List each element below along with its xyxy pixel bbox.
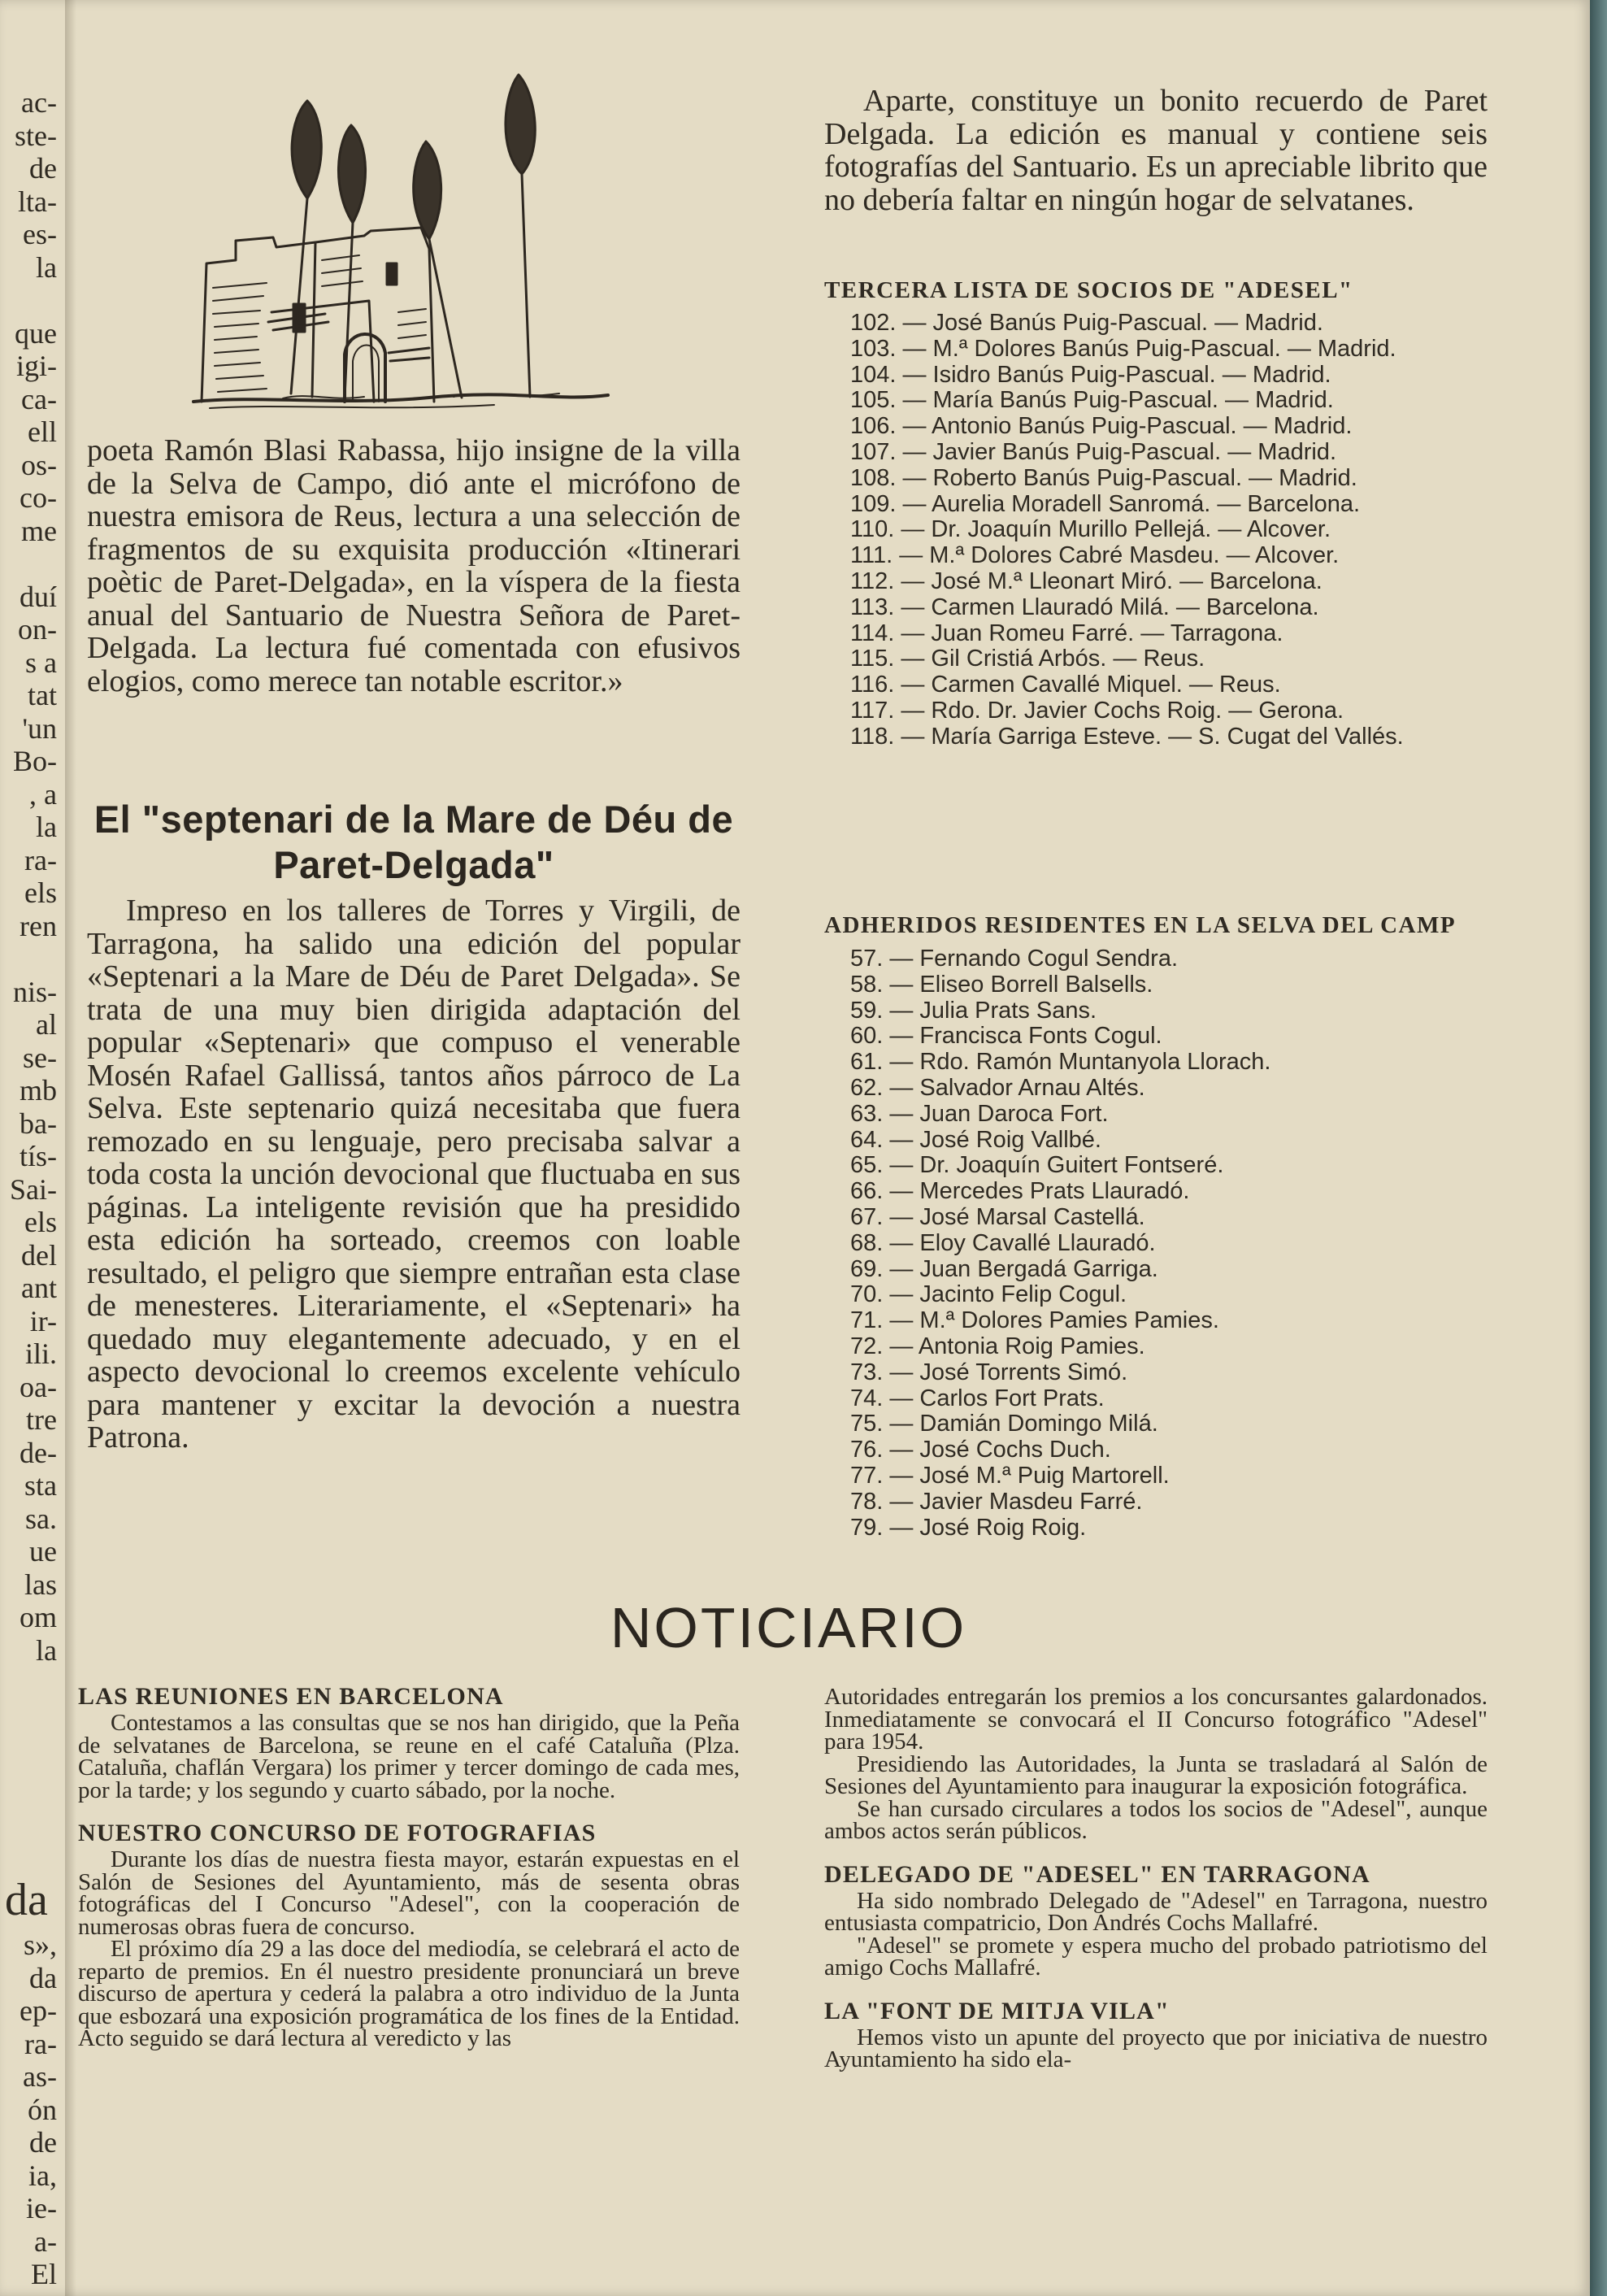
adherido-entry: 58. — Eliseo Borrell Balsells. [850, 971, 1153, 998]
margin-fragment: tís- [19, 1140, 57, 1172]
margin-fragment: ie- [26, 2192, 57, 2224]
adherido-entry: 66. — Mercedes Prats Llauradó. [850, 1178, 1190, 1205]
adherido-entry: 60. — Francisca Fonts Cogul. [850, 1023, 1162, 1050]
socio-entry: 111. — M.ª Dolores Cabré Masdeu. — Alcover. [850, 542, 1340, 569]
adheridos-list-section [824, 911, 1488, 1541]
margin-fragment: , a [29, 777, 57, 811]
adherido-entry: 62. — Salvador Arnau Altés. [850, 1074, 1145, 1101]
margin-fragment: El [31, 2258, 57, 2290]
adherido-entry: 75. — Damián Domingo Milá. [850, 1411, 1158, 1437]
margin-fragment: ue [29, 1535, 57, 1568]
margin-fragment: sa. [25, 1502, 57, 1535]
margin-fragment: s a [25, 646, 57, 679]
socio-entry: 104. — Isidro Banús Puig-Pascual. — Madrid. [850, 361, 1331, 388]
adherido-entry: 67. — José Marsal Castellá. [850, 1203, 1145, 1230]
aparte-text: Aparte, constituye un bonito recuerdo de Paret Delgada. La edición es manual y contiene seis fotografías del Santuario. Es un apreciable librito que no debería faltar en ningún hogar de selvatanes. [824, 84, 1488, 217]
adherido-entry: 70. — Jacinto Felip Cogul. [850, 1281, 1127, 1308]
margin-fragment: ac- [21, 86, 57, 119]
margin-fragment: om [19, 1601, 57, 1633]
margin-fragment: as- [23, 2060, 57, 2093]
right-column [824, 85, 1488, 216]
font-heading: LA "FONT DE MITJA VILA" [824, 1997, 1170, 2024]
margin-fragment: oa- [20, 1370, 57, 1403]
margin-fragment: ili. [24, 1337, 57, 1370]
margin-fragment: tat [28, 679, 57, 711]
margin-fragment: ra- [24, 2027, 57, 2060]
margin-fragment: els [24, 1206, 57, 1238]
concurso-paragraph-1: Durante los días de nuestra fiesta mayor, estarán expuestas en el Salón de Sesiones del Ayuntamiento, más de sesenta obras fotográficas del I Concurso "Adesel", con la cooperación de numerosas obras fuera de concurso. [78, 1846, 740, 1940]
margin-fragment: ir- [29, 1304, 57, 1337]
margin-fragment: que [15, 316, 57, 350]
margin-fragment: nis- [13, 975, 57, 1008]
page-fold-shadow [65, 0, 76, 2296]
socio-entry: 106. — Antonio Banús Puig-Pascual. — Madrid. [850, 413, 1353, 440]
margin-fragment [0, 284, 62, 317]
socios-heading: TERCERA LISTA DE SOCIOS DE "ADESEL" [824, 277, 1353, 303]
margin-fragment: Bo- [13, 745, 57, 777]
margin-fragment: igi- [16, 350, 57, 382]
socio-entry: 109. — Aurelia Moradell Sanromá. — Barcelona. [850, 490, 1361, 517]
noticiario-right-column [824, 1686, 1488, 2072]
adherido-entry: 65. — Dr. Joaquín Guitert Fontseré. [850, 1152, 1224, 1179]
margin-fragment: ste- [15, 119, 57, 152]
socio-entry: 115. — Gil Cristiá Arbós. — Reus. [850, 646, 1205, 672]
reuniones-heading: LAS REUNIONES EN BARCELONA [78, 1683, 504, 1710]
delegado-paragraph-1: Ha sido nombrado Delegado de "Adesel" en Tarragona, nuestro entusiasta compatricio, Don Andrés Cochs Mallafré. [824, 1887, 1488, 1936]
socio-entry: 112. — José M.ª Lleonart Miró. — Barcelona. [850, 567, 1323, 594]
margin-fragment: del [21, 1238, 57, 1272]
concurso-paragraph-2: El próximo día 29 a las doce del mediodía, se celebrará el acto de reparto de premios. En él nuestro presidente pronunciará un breve discurso de apertura y cederá la palabra a otro individuo de la Junta que esbozará una exposición programática de los fines de la Entidad. Acto seguido se dará lectura al veredicto y las [78, 1936, 740, 2051]
adherido-entry: 74. — Carlos Fort Prats. [850, 1385, 1105, 1411]
margin-fragment: on- [18, 613, 57, 646]
delegado-heading: DELEGADO DE "ADESEL" EN TARRAGONA [824, 1860, 1370, 1888]
socio-entry: 116. — Carmen Cavallé Miquel. — Reus. [850, 672, 1281, 698]
margin-fragment: se- [23, 1041, 57, 1074]
socio-entry: 107. — Javier Banús Puig-Pascual. — Madrid. [850, 438, 1336, 465]
margin-fragment: al [36, 1008, 57, 1041]
margin-fragment: ra- [24, 843, 57, 876]
margin-fragment: tre [26, 1403, 57, 1436]
santuario-illustration [185, 68, 624, 418]
margin-fragment [0, 1766, 62, 1799]
margin-fragment: els [24, 876, 57, 909]
noticiario-left-column [78, 1683, 740, 2050]
adherido-entry: 57. — Fernando Cogul Sendra. [850, 946, 1179, 972]
previous-page-margin [0, 0, 62, 2296]
blasi-article-text: poeta Ramón Blasi Rabassa, hijo insigne de la villa de la Selva de Campo, dió ante el micrófono de nuestra emisora de Reus, lectura a una selección de fragmentos de su exquisita producción «Itinerari poètic de Paret-Delgada», en la víspera de la fiesta anual del Santuario de Nuestra Señora de Paret-Delgada. La lectura fué comentada con efusivos elogios, como merece tan notable escritor.» [87, 433, 741, 698]
septenari-section [87, 797, 741, 1455]
margin-fragment: la [36, 1633, 57, 1667]
concurso-continuation: Autoridades entregarán los premios a los concursantes galardonados. Inmediatamente se convocará el II Concurso fotográfico "Adesel" para 1954. [824, 1684, 1488, 1755]
adherido-entry: 59. — Julia Prats Sans. [850, 997, 1097, 1024]
margin-fragment: co- [20, 481, 57, 514]
margin-fragment [0, 1667, 62, 1700]
adherido-entry: 73. — José Torrents Simó. [850, 1359, 1128, 1385]
margin-fragment: ep- [20, 1994, 57, 2027]
adherido-entry: 63. — Juan Daroca Fort. [850, 1100, 1109, 1127]
socio-entry: 103. — M.ª Dolores Banús Puig-Pascual. — Madrid. [850, 335, 1396, 362]
margin-fragment: Sai- [10, 1172, 57, 1206]
delegado-paragraph-2: "Adesel" se promete y espera mucho del probado patriotismo del amigo Cochs Mallafré. [824, 1932, 1488, 1981]
socio-entry: 110. — Dr. Joaquín Murillo Pellejá. — Alcover. [850, 516, 1331, 543]
noticiario-title: NOTICIARIO [610, 1596, 967, 1659]
margin-fragment: ca- [21, 382, 57, 415]
margin-fragment: sta [24, 1469, 57, 1502]
margin-fragment: da [29, 1961, 57, 1994]
margin-fragment: duí [19, 580, 57, 613]
socios-list-section [824, 276, 1488, 750]
adheridos-heading: ADHERIDOS RESIDENTES EN LA SELVA DEL CAMP [824, 912, 1457, 938]
margin-fragment [0, 1700, 62, 1733]
adherido-entry: 77. — José M.ª Puig Martorell. [850, 1462, 1170, 1489]
socio-entry: 117. — Rdo. Dr. Javier Cochs Roig. — Gerona. [850, 697, 1344, 724]
septenari-body: Impreso en los talleres de Torres y Virgili, de Tarragona, ha salido una edición del popular «Septenari a la Mare de Déu de Paret Delgada». Se trata de una muy bien dirigida adaptación del popular «Septenari» que compuso el venerable Mosén Rafael Gallissá, tantos años párroco de La Selva. Este septenario quizá necesitaba que fuera remozado en su lenguaje, pero precisaba salvar a toda costa la unción devocional que fluctuaba en sus páginas. La inteligente revisión que ha presidido esta edición ha sorteado, creemos con loable resultado, el peligro que siempre entrañan esta clase de menesteres. Literariamente, el «Septenari» ha quedado muy elegantemente adecuado, y en el aspecto devocional lo creemos excelente vehículo para mantener y excitar la devoción a nuestra Patrona. [87, 894, 741, 1455]
socio-entry: 105. — María Banús Puig-Pascual. — Madrid. [850, 387, 1334, 414]
margin-fragment: ba- [20, 1107, 57, 1140]
concurso-heading: NUESTRO CONCURSO DE FOTOGRAFIAS [78, 1820, 597, 1846]
margin-fragment: da [5, 1875, 48, 1925]
septenari-title: El "septenari de la Mare de Déu de Paret-Delgada" [93, 798, 734, 886]
margin-fragment: mb [19, 1074, 57, 1107]
margin-fragment: ant [21, 1272, 57, 1304]
socio-entry: 102. — José Banús Puig-Pascual. — Madrid. [850, 310, 1323, 336]
reuniones-body: Contestamos a las consultas que se nos han dirigido, que la Peña de selvatanes de Barcelona, se reune en el café Cataluña (Plza. Cataluña, chaflán Vergara) los primer y tercer domingo de cada mes, por la tarde; y los segundo y cuarto sábado, por la noche. [78, 1710, 740, 1803]
margin-fragment: la [36, 250, 57, 284]
socio-entry: 108. — Roberto Banús Puig-Pascual. — Madrid. [850, 464, 1357, 491]
adherido-entry: 64. — José Roig Vallbé. [850, 1126, 1101, 1153]
font-paragraph-1: Hemos visto un apunte del proyecto que por iniciativa de nuestro Ayuntamiento ha sido ela- [824, 2024, 1488, 2072]
socio-entry: 114. — Juan Romeu Farré. — Tarragona. [850, 620, 1283, 646]
adherido-entry: 78. — Javier Masdeu Farré. [850, 1488, 1143, 1515]
margin-fragment [0, 1733, 62, 1766]
socio-entry: 113. — Carmen Llauradó Milá. — Barcelona. [850, 594, 1319, 620]
margin-fragment: s», [23, 1929, 57, 1961]
left-column [87, 434, 741, 698]
adherido-entry: 68. — Eloy Cavallé Llauradó. [850, 1229, 1156, 1256]
adherido-entry: 61. — Rdo. Ramón Muntanyola Llorach. [850, 1049, 1271, 1076]
margin-fragment: me [21, 514, 57, 547]
margin-fragment: ell [28, 415, 57, 448]
margin-fragment: es- [23, 218, 57, 250]
margin-fragment: de [29, 2126, 57, 2159]
adheridos-list [824, 946, 1488, 1541]
adherido-entry: 71. — M.ª Dolores Pamies Pamies. [850, 1307, 1219, 1334]
socio-entry: 118. — María Garriga Esteve. — S. Cugat del Vallés. [850, 723, 1404, 750]
socios-list [824, 311, 1488, 750]
concurso-paragraph-4: Se han cursado circulares a todos los socios de "Adesel", aunque ambos actos serán públicos. [824, 1795, 1488, 1844]
margin-fragment: las [24, 1568, 57, 1601]
margin-fragment: lta- [18, 185, 57, 218]
concurso-paragraph-3: Presidiendo las Autoridades, la Junta se trasladará al Salón de Sesiones del Ayuntamiento para inaugurar la exposición fotográfica. [824, 1750, 1488, 1799]
adherido-entry: 69. — Juan Bergadá Garriga. [850, 1255, 1158, 1282]
margin-fragment [0, 942, 62, 976]
margin-fragment [0, 547, 62, 581]
margin-fragment: de [29, 152, 57, 185]
adherido-entry: 72. — Antonia Roig Pamies. [850, 1333, 1145, 1359]
margin-fragment: la [36, 811, 57, 843]
margin-fragment: a- [34, 2224, 57, 2258]
margin-fragment: 'un [22, 711, 57, 745]
margin-fragment: ia, [28, 2159, 57, 2192]
book-edge [1590, 0, 1607, 2296]
margin-fragment: ón [28, 2093, 57, 2126]
adherido-entry: 76. — José Cochs Duch. [850, 1437, 1111, 1463]
adherido-entry: 79. — José Roig Roig. [850, 1514, 1087, 1541]
margin-fragment: de- [20, 1436, 57, 1469]
margin-fragment: os- [21, 448, 57, 481]
margin-fragment: ren [20, 909, 57, 942]
